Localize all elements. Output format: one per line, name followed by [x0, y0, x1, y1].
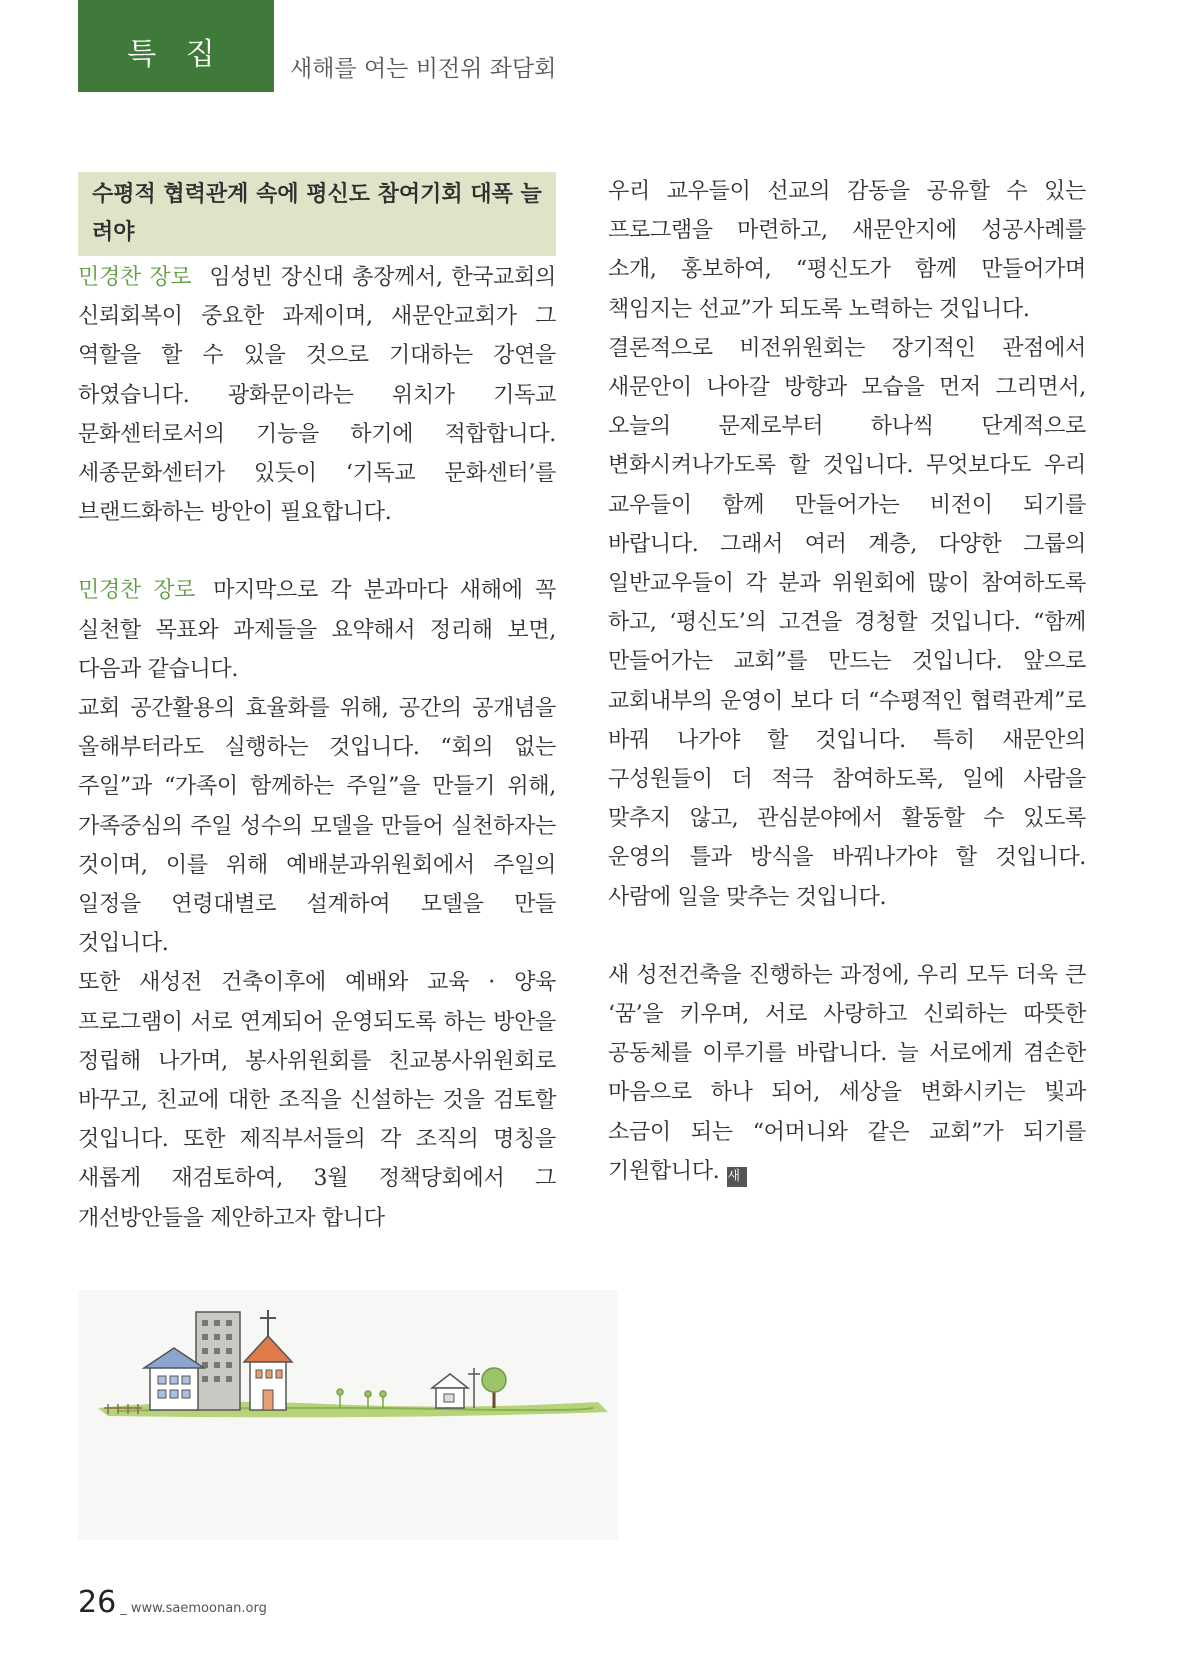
paragraph — [78, 571, 556, 689]
left-column — [78, 172, 556, 1238]
paragraph: 결론적으로 비전위원회는 장기적인 관점에서 새문안이 나아갈 방향과 모습을 먼저 그리면서, 오늘의 문제로부터 하나씩 단계적으로 변화시켜나가도록 할 것입니다. 무엇보다도 우리 교우들이 함께 만들어가는 비전이 되기를 바랍니다. 그래서 여러 계층, 다양한 그룹의 일반교우들이 각 분과 위원회에 많이 참여하도록 하고, ‘평신도’의 고견을 경청할 것입니다. “함께 만들어가는 교회”를 만드는 것입니다. 앞으로 교회내부의 운영이 보다 더 “수평적인 협력관계”로 바꿔 나가야 할 것입니다. 특히 새문안의 구성원들이 더 적극 참여하도록, 일에 사람을 맞추지 않고, 관심분야에서 활동할 수 있도록 운영의 틀과 방식을 바꿔나가야 할 것입니다. 사람에 일을 맞추는 것입니다. — [608, 335, 1086, 910]
saemoonan-end-mark-icon: 새 — [727, 1167, 747, 1187]
article-subtitle: 새해를 여는 비전위 좌담회 — [290, 56, 557, 82]
section-title: 수평적 협력관계 속에 평신도 참여기회 대폭 늘려야 — [78, 172, 556, 256]
village-church-illustration — [78, 1290, 618, 1540]
paragraph-text: 마지막으로 각 분과마다 새해에 꼭 실천할 목표와 과제들을 요약해서 정리해 보면, 다음과 같습니다. — [78, 578, 556, 682]
paragraph: 또한 새성전 건축이후에 예배와 교육 · 양육 프로그램이 서로 연계되어 운영되도록 하는 방안을 정립해 나가며, 봉사위원회를 친교봉사위원회로 바꾸고, 친교에 대한 조직을 신설하는 것을 검토할 것입니다. 또한 제직부서들의 각 조직의 명칭을 새롭게 재검토하여, 3월 정책당회에서 그 개선방안들을 제안하고자 합니다 — [78, 970, 556, 1231]
section-label: 특 집 — [78, 0, 274, 92]
website-url: _ www.saemoonan.org — [120, 1601, 267, 1616]
page-footer — [78, 1585, 267, 1620]
page-number: 26 — [78, 1585, 117, 1620]
speaker-name: 민경찬 장로 — [78, 578, 196, 604]
paragraph-text: 임성빈 장신대 총장께서, 한국교회의 신뢰회복이 중요한 과제이며, 새문안교회가 그 역할을 할 수 있을 것으로 기대하는 강연을 하였습니다. 광화문이라는 위치가 기독교 문화센터로서의 기능을 하기에 적합합니다. 세종문화센터가 있듯이 ‘기독교 문화센터’를 브랜드화하는 방안이 필요합니다. — [78, 265, 556, 526]
paragraph: 우리 교우들이 선교의 감동을 공유할 수 있는 프로그램을 마련하고, 새문안지에 성공사례를 소개, 홍보하여, “평신도가 함께 만들어가며 책임지는 선교”가 되도록 노력하는 것입니다. — [608, 179, 1086, 322]
paragraph: 교회 공간활용의 효율화를 위해, 공간의 공개념을 올해부터라도 실행하는 것입니다. “회의 없는 주일”과 “가족이 함께하는 주일”을 만들기 위해, 가족중심의 주일 성수의 모델을 만들어 실천하자는 것이며, 이를 위해 예배분과위원회에서 주일의 일정을 연령대별로 설계하여 모델을 만들 것입니다. — [78, 696, 556, 957]
right-column — [608, 172, 1086, 1191]
paragraph-text: 새 성전건축을 진행하는 과정에, 우리 모두 더욱 큰 ‘꿈’을 키우며, 서로 사랑하고 신뢰하는 따뜻한 공동체를 이루기를 바랍니다. 늘 서로에게 겸손한 마음으로 하나 되어, 세상을 변화시키는 빛과 소금이 되는 “어머니와 같은 교회”가 되기를 기원합니다. — [608, 962, 1086, 1184]
paragraph — [78, 258, 556, 532]
speaker-name: 민경찬 장로 — [78, 265, 192, 290]
paragraph — [608, 956, 1086, 1191]
